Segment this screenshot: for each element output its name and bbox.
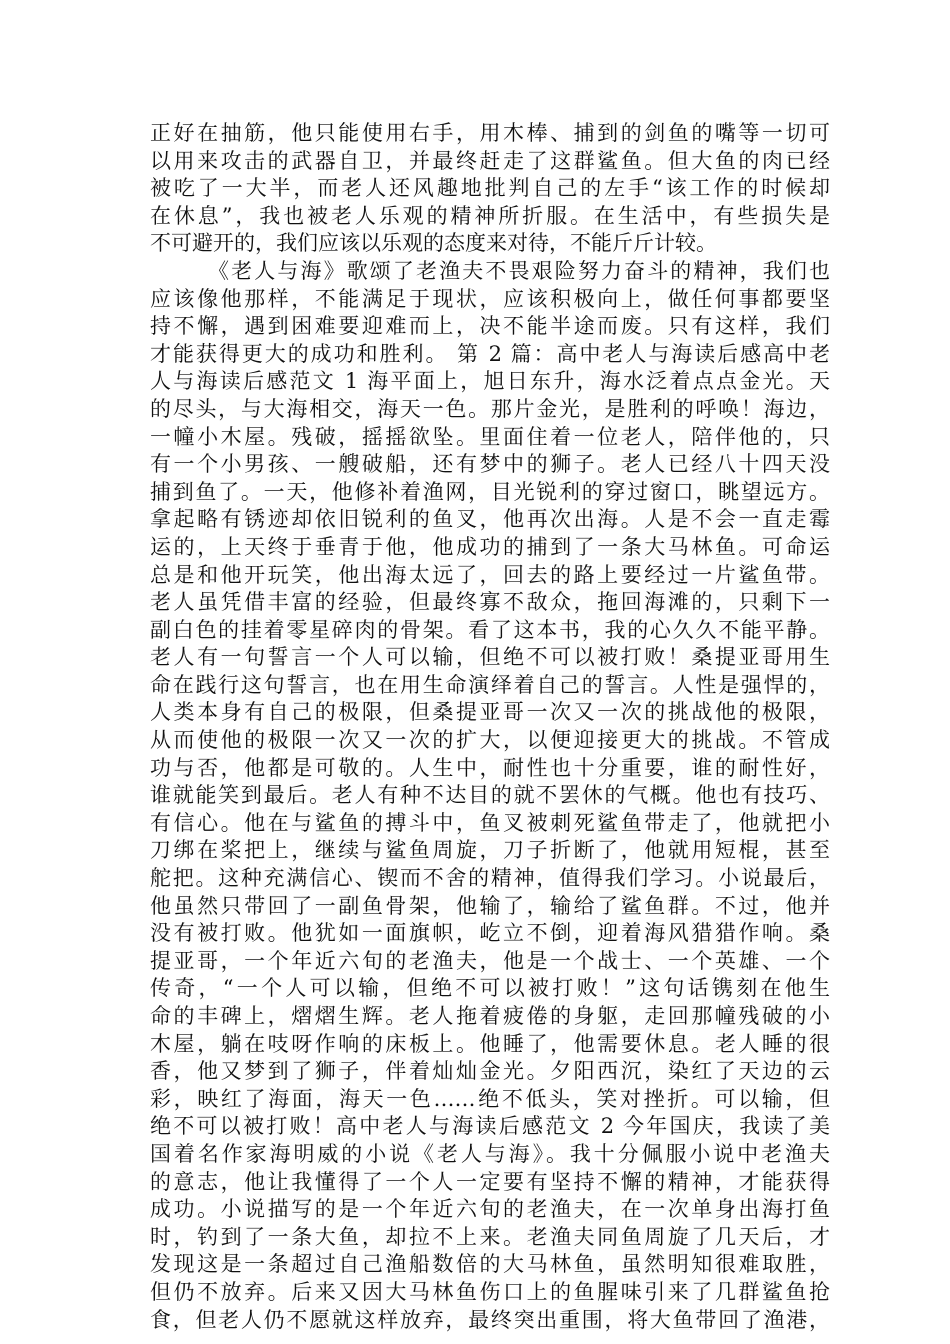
text-line: 不可避开的，我们应该以乐观的态度来对待，不能斤斤计较。 <box>150 231 717 256</box>
text-line: 在休息”，我也被老人乐观的精神所折服。在生活中，有些损失是 <box>150 203 830 228</box>
text-line: 但仍不放弃。后来又因大马林鱼伤口上的鱼腥味引来了几群鲨鱼抢 <box>150 1279 830 1304</box>
text-line: 有信心。他在与鲨鱼的搏斗中，鱼叉被刺死鲨鱼带走了，他就把小 <box>150 810 830 835</box>
text-line: 一幢小木屋。残破，摇摇欲坠。里面住着一位老人，陪伴他的，只 <box>150 424 830 449</box>
text-line: 《老人与海》歌颂了老渔夫不畏艰险努力奋斗的精神，我们也 <box>208 258 830 283</box>
text-line: 才能获得更大的成功和胜利。 第 2 篇：高中老人与海读后感高中老 <box>150 341 830 366</box>
text-line: 老人有一句誓言一个人可以输，但绝不可以被打败！桑提亚哥用生 <box>150 645 830 670</box>
body-text <box>150 120 830 1334</box>
text-line: 没有被打败。他犹如一面旗帜，屹立不倒，迎着海风猎猎作响。桑 <box>150 921 830 946</box>
text-line: 以用来攻击的武器自卫，并最终赶走了这群鲨鱼。但大鱼的肉已经 <box>150 148 830 173</box>
text-line: 正好在抽筋，他只能使用右手，用木棒、捕到的剑鱼的嘴等一切可 <box>150 121 830 145</box>
text-line: 彩，映红了海面，海天一色……绝不低头，笑对挫折。可以输，但 <box>150 1086 830 1111</box>
text-line: 刀绑在桨把上，继续与鲨鱼周旋，刀子折断了，他就用短棍，甚至 <box>150 838 830 863</box>
text-line: 命在践行这句誓言，也在用生命演绎着自己的誓言。人性是强悍的， <box>150 672 830 697</box>
text-line: 被吃了一大半，而老人还风趣地批判自己的左手“该工作的时候却 <box>150 176 830 201</box>
text-line: 舵把。这种充满信心、锲而不舍的精神，值得我们学习。小说最后， <box>150 866 830 891</box>
text-line: 副白色的挂着零星碎肉的骨架。看了这本书，我的心久久不能平静。 <box>150 617 830 642</box>
text-line: 应该像他那样，不能满足于现状，应该积极向上，做任何事都要坚 <box>150 286 830 311</box>
text-line: 命的丰碑上，熠熠生辉。老人拖着疲倦的身躯，走回那幢残破的小 <box>150 1004 830 1028</box>
text-line: 成功。小说描写的是一个年近六旬的老渔夫，在一次单身出海打鱼 <box>150 1197 830 1222</box>
text-line: 香，他又梦到了狮子，伴着灿灿金光。夕阳西沉，染红了天边的云 <box>150 1059 830 1084</box>
text-line: 持不懈，遇到困难要迎难而上，决不能半途而废。只有这样，我们 <box>150 314 830 339</box>
text-line: 的尽头，与大海相交，海天一色。那片金光，是胜利的呼唤！海边， <box>150 396 830 421</box>
text-line: 木屋，躺在吱呀作响的床板上。他睡了，他需要休息。老人睡的很 <box>150 1031 830 1056</box>
text-line: 国着名作家海明威的小说《老人与海》。我十分佩服小说中老渔夫 <box>150 1141 830 1166</box>
text-line: 的意志，他让我懂得了一个人一定要有坚持不懈的精神，才能获得 <box>150 1169 830 1194</box>
text-line: 他虽然只带回了一副鱼骨架，他输了，输给了鲨鱼群。不过，他并 <box>150 893 830 918</box>
text-line: 发现这是一条超过自己渔船数倍的大马林鱼，虽然明知很难取胜， <box>150 1252 830 1277</box>
text-line: 捕到鱼了。一天，他修补着渔网，目光锐利的穿过窗口，眺望远方。 <box>150 479 830 504</box>
text-line: 人类本身有自己的极限，但桑提亚哥一次又一次的挑战他的极限， <box>150 700 830 725</box>
text-line: 老人虽凭借丰富的经验，但最终寡不敌众，拖回海滩的，只剩下一 <box>150 590 830 615</box>
text-line: 总是和他开玩笑，他出海太远了，回去的路上要经过一片鲨鱼带。 <box>150 562 830 587</box>
text-line: 时，钓到了一条大鱼，却拉不上来。老渔夫同鱼周旋了几天后，才 <box>150 1224 830 1249</box>
text-line: 谁就能笑到最后。老人有种不达目的就不罢休的气概。他也有技巧、 <box>150 783 830 808</box>
text-line: 传奇，“一个人可以输，但绝不可以被打败！”这句话镌刻在他生 <box>150 976 830 1001</box>
text-line: 提亚哥，一个年近六旬的老渔夫，他是一个战士、一个英雄、一个 <box>150 948 830 973</box>
text-line: 有一个小男孩、一艘破船，还有梦中的狮子。老人已经八十四天没 <box>150 452 830 477</box>
text-line: 绝不可以被打败！高中老人与海读后感范文 2 今年国庆，我读了美 <box>150 1114 830 1139</box>
text-line: 拿起略有锈迹却依旧锐利的鱼叉，他再次出海。人是不会一直走霉 <box>150 507 830 532</box>
text-line: 功与否，他都是可敬的。人生中，耐性也十分重要，谁的耐性好， <box>150 755 830 780</box>
text-line: 食，但老人仍不愿就这样放弃，最终突出重围，将大鱼带回了渔港， <box>150 1307 830 1332</box>
text-line: 从而使他的极限一次又一次的扩大，以便迎接更大的挑战。不管成 <box>150 728 830 753</box>
text-line: 运的，上天终于垂青于他，他成功的捕到了一条大马林鱼。可命运 <box>150 534 830 559</box>
text-line: 人与海读后感范文 1 海平面上，旭日东升，海水泛着点点金光。天 <box>150 369 830 394</box>
